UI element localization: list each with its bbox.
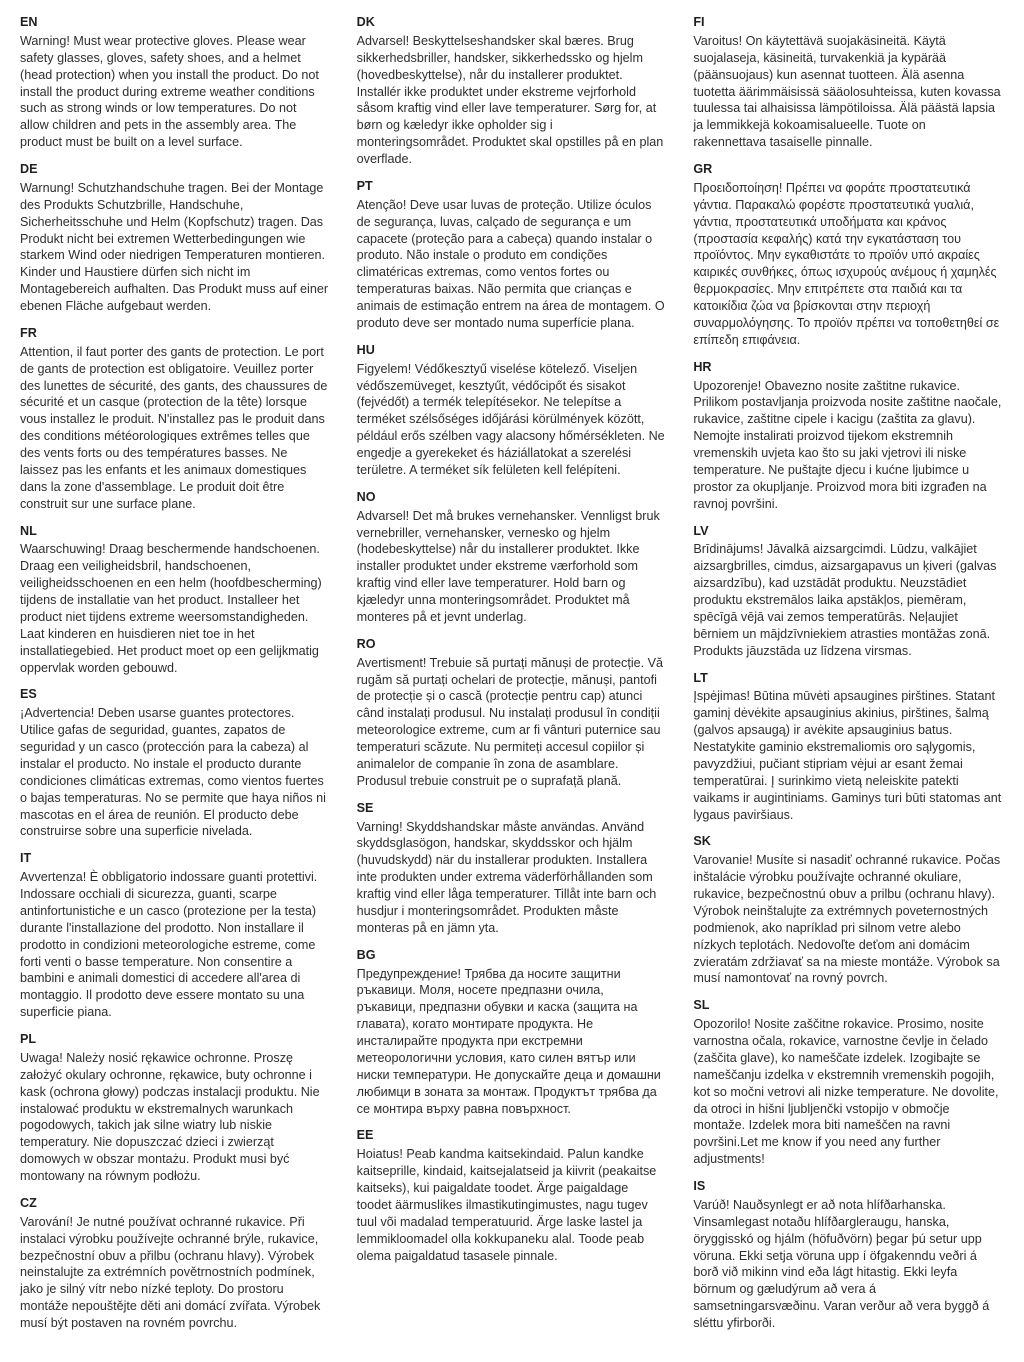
- language-section-dk: [357, 14, 666, 168]
- language-code-is: IS: [693, 1179, 706, 1193]
- language-section-sl: [693, 997, 1002, 1168]
- language-code-pl: PL: [20, 1032, 37, 1046]
- language-code-dk: DK: [356, 15, 375, 29]
- language-section-en: [20, 14, 329, 151]
- warning-text-lt: Įspėjimas! Būtina mūvėti apsaugines pirštines. Statant gaminį dėvėkite apsauginius akinius, pirštines, šalmą (galvos apsaugą) ir avėkite apsauginius batus. Nestatykite gaminio ekstremaliomis oro sąlygomis, pavyzdžiui, pučiant stipriam vėjui ar esant žemai temperatūrai. Į surinkimo vietą neleiskite patekti vaikams ir augintiniams. Gaminys turi būti statomas ant lygaus paviršiaus.: [693, 689, 1002, 822]
- language-section-it: [20, 850, 329, 1021]
- language-section-ro: [357, 636, 666, 790]
- language-section-hu: [357, 342, 666, 479]
- warning-text-hu: Figyelem! Védőkesztyű viselése kötelező. Viseljen védőszemüveget, kesztyűt, védőcipőt és sisakot (fejvédőt) a termék telepítésekor. Ne telepítse a terméket szélsőséges időjárási körülmények között, például erős szélben vagy alacsony hőmérsékleten. Ne engedje a gyerekeket és háziállatokat a szerelési területre. A terméket sík felületen kell felépíteni.: [356, 361, 665, 477]
- language-code-gr: GR: [693, 162, 713, 176]
- warning-text-lv: Brīdinājums! Jāvalkā aizsargcimdi. Lūdzu, valkājiet aizsargbrilles, cimdus, aizsargapavus un ķiveri (galvas aizsardzību), kad uzstādāt produktu. Neuzstādiet produktu ekstremālos laika apstākļos, piemēram, spēcīgā vējā vai zemos temperatūrās. Neļaujiet bērniem un mājdzīvniekiem atrasties montāžas zonā. Produkts jāuzstāda uz līdzena virsmas.: [693, 542, 997, 658]
- language-section-lv: [693, 523, 1002, 660]
- warning-text-en: Warning! Must wear protective gloves. Please wear safety glasses, gloves, safety shoes, and a helmet (head protection) when you install the product. Do not install the product during extreme weather conditions such as strong winds or low temperatures. Do not allow children and pets in the assembly area. The product must be built on a level surface.: [20, 33, 319, 150]
- warning-text-hr: Upozorenje! Obavezno nosite zaštitne rukavice. Prilikom postavljanja proizvoda nosite zaštitne naočale, rukavice, zaštitne cipele i kacigu (zaštita za glavu). Nemojte instalirati proizvod tijekom ekstremnih vremenskih uvjeta kao što su jaki vjetrovi ili niske temperature. Ne puštajte djecu i kućne ljubimce u prostor za okupljanje. Proizvod mora biti izgrađen na ravnoj površini.: [693, 378, 1002, 511]
- column-3: [693, 14, 1002, 1342]
- language-section-pt: [357, 178, 666, 332]
- language-section-bg: [357, 947, 666, 1118]
- language-section-de: [20, 161, 329, 315]
- warning-text-de: Warnung! Schutzhandschuhe tragen. Bei der Montage des Produkts Schutzbrille, Handschuhe, Sicherheitsschuhe und Helm (Kopfschutz) tragen. Das Produkt nicht bei extremen Wetterbedingungen wie starkem Wind oder niedrigen Temperaturen montieren. Kinder und Haustiere dürfen sich nicht im Montagebereich aufhalten. Das Produkt muss auf einer ebenen Fläche aufgebaut werden.: [20, 180, 329, 313]
- language-code-hu: HU: [356, 342, 375, 357]
- language-section-is: [693, 1178, 1002, 1332]
- language-section-no: [357, 489, 666, 626]
- warning-text-cz: Varování! Je nutné používat ochranné rukavice. Při instalaci výrobku používejte ochranné brýle, rukavice, bezpečnostní obuv a přilbu (ochranu hlavy). Výrobek neinstalujte za extrémních povětrnostních podmínek, jako je silný vítr nebo nízké teploty. Do prostoru montáže nepouštějte děti ani domácí zvířata. Výrobek musí být postaven na rovném povrchu.: [20, 1214, 321, 1330]
- column-1: [20, 14, 329, 1342]
- warning-text-fi: Varoitus! On käytettävä suojakäsineitä. Käytä suojalaseja, käsineitä, turvakenkiä ja kypärää (päänsuojaus) kun asennat tuotteen. Älä asenna tuotetta äärimmäisissä sääolosuhteissa, kuten kovassa tuulessa tai alhaisissa lämpötiloissa. Älä päästä lapsia ja lemmikkejä kokoamisalueelle. Tuote on rakennettava tasaiselle pinnalle.: [693, 33, 1001, 150]
- language-code-sl: SL: [693, 998, 710, 1013]
- language-code-ro: RO: [356, 636, 376, 651]
- warning-text-ee: Hoiatus! Peab kandma kaitsekindaid. Palun kandke kaitseprille, kindaid, kaitsejalatseid ja kiivrit (peakaitse kaitseks), kui paigaldate toodet. Ärge paigaldage toodet äärmuslikes ilmastikutingimustes, nagu tugev tuul või madalad temperatuurid. Ärge laske lastel ja lemmikloomadel olla kokkupaneku alal. Toode peab olema paigaldatud tasasele pinnale.: [356, 1147, 657, 1263]
- language-code-hr: HR: [693, 359, 712, 374]
- language-code-pt: PT: [356, 178, 373, 193]
- language-code-es: ES: [20, 687, 37, 702]
- language-code-bg: BG: [356, 947, 376, 962]
- language-code-no: NO: [356, 489, 376, 504]
- language-code-it: IT: [20, 851, 32, 866]
- warning-text-es: ¡Advertencia! Deben usarse guantes protectores. Utilice gafas de seguridad, guantes, zapatos de seguridad y un casco (protección para la cabeza) al instalar el producto. No instale el producto durante condiciones climáticas extremas, como vientos fuertes o bajas temperaturas. No se permite que haya niños ni mascotas en el área de reunión. El producto debe construirse sobre una superficie nivelada.: [20, 706, 326, 839]
- language-code-fi: FI: [693, 15, 705, 29]
- language-code-nl: NL: [20, 523, 37, 538]
- warning-text-pt: Atenção! Deve usar luvas de proteção. Utilize óculos de segurança, luvas, calçado de segurança e um capacete (proteção para a cabeça) quando instalar o produto. Não instale o produto em condições climatéricas extremas, como ventos fortes ou temperaturas baixas. Não permita que crianças e animais de estimação entrem na área de montagem. O produto deve ser montado numa superfície plana.: [356, 197, 665, 330]
- language-section-ee: [357, 1127, 666, 1264]
- language-code-cz: CZ: [20, 1195, 37, 1210]
- column-2: [357, 14, 666, 1342]
- warning-text-gr: Προειδοποίηση! Πρέπει να φοράτε προστατευτικά γάντια. Παρακαλώ φορέστε προστατευτικά γυαλιά, γάντια, προστατευτικά υποδήματα και κράνος (προστασία κεφαλής) κατά την εγκατάσταση του προϊόντος. Μην εγκαθιστάτε το προϊόν υπό ακραίες καιρικές συνθήκες, όπως ισχυρούς ανέμους ή χαμηλές θερμοκρασίες. Μην επιτρέπετε στα παιδιά και τα κατοικίδια ζώα να βρίσκονται στην περιοχή συναρμολόγησης. Το προϊόν πρέπει να τοποθετηθεί σε επίπεδη επιφάνεια.: [693, 180, 1000, 347]
- language-code-lt: LT: [693, 670, 708, 685]
- warning-text-bg: Предупреждение! Трябва да носите защитни ръкавици. Моля, носете предпазни очила, ръкавици, предпазни обувки и каска (защита на главата), когато монтирате продукта. Не инсталирайте продукта при екстремни метеорологични условия, като силен вятър или ниски температури. Не допускайте деца и домашни любимци в зоната за монтаж. Продуктът трябва да се монтира върху равна повърхност.: [356, 966, 661, 1116]
- warning-text-nl: Waarschuwing! Draag beschermende handschoenen. Draag een veiligheidsbril, handschoenen, veiligheidsschoenen en een helm (hoofdbescherming) tijdens de installatie van het product. Installeer het product niet tijdens extreme weersomstandigheden. Laat kinderen en huisdieren niet toe in het installatiegebied. Het product moet op een gelijkmatig oppervlak worden gebouwd.: [20, 542, 322, 675]
- warning-text-se: Varning! Skyddshandskar måste användas. Använd skyddsglasögon, handskar, skyddsskor och hjälm (huvudskydd) när du installerar produkten. Installera inte produkten under extrema väderförhållanden som kraftig vind eller låga temperaturer. Tillåt inte barn och husdjur i monteringsområdet. Produkten måste monteras på en jämn yta.: [356, 819, 657, 935]
- language-section-se: [357, 800, 666, 937]
- warning-text-it: Avvertenza! È obbligatorio indossare guanti protettivi. Indossare occhiali di sicurezza, guanti, scarpe antinfortunistiche e un casco (protezione per la testa) durante l'installazione del prodotto. Non installare il prodotto in condizioni meteorologiche estreme, come forti venti o basse temperature. Non consentire a bambini e animali domestici di accedere all'area di montaggio. Il prodotto deve essere montato su una superficie piana.: [20, 870, 318, 1020]
- language-section-lt: [693, 670, 1002, 824]
- warning-text-fr: Attention, il faut porter des gants de protection. Le port de gants de protection est obligatoire. Veuillez porter des lunettes de sécurité, des gants, des chaussures de sécurité et un casque (protection de la tête) lorsque vous installez le produit. N'installez pas le produit dans des conditions météorologiques extrêmes telles que des vents forts ou des températures basses. Ne laissez pas les enfants et les animaux domestiques dans la zone d'assemblage. Le produit doit être construit sur une surface plane.: [20, 344, 328, 511]
- language-section-fr: [20, 325, 329, 513]
- warning-text-sl: Opozorilo! Nosite zaščitne rokavice. Prosimo, nosite varnostna očala, rokavice, varnostne čevlje in čelado (zaščita glave), ko nameščate izdelek. Izogibajte se nameščanju izdelka v ekstremnih vremenskih pogojih, kot so močni vetrovi ali nizke temperature. Ne dovolite, da otroci in hišni ljubljenčki vstopijo v območje montaže. Izdelek mora biti nameščen na ravni površini.Let me know if you need any further adjustments!: [693, 1017, 999, 1167]
- language-code-lv: LV: [693, 523, 709, 538]
- warning-text-dk: Advarsel! Beskyttelseshandsker skal bæres. Brug sikkerhedsbriller, handsker, sikkerhedssko og hjelm (hovedbeskyttelse), når du installerer produktet. Installér ikke produktet under ekstreme vejrforhold såsom kraftig vind eller lave temperaturer. Sørg for, at børn og kæledyr ikke opholder sig i monteringsområdet. Produktet skal opstilles på en plan overflade.: [356, 33, 664, 166]
- language-section-nl: [20, 523, 329, 677]
- warning-text-ro: Avertisment! Trebuie să purtați mănuși de protecție. Vă rugăm să purtați ochelari de protecție, mănuși, pantofi de protecție și o cască (protecție pentru cap) atunci când instalați produsul. Nu instalați produsul în condiții meteorologice extreme, cum ar fi vânturi puternice sau temperaturi scăzute. Nu permiteți accesul copiilor și animalelor de companie în zona de asamblare. Produsul trebuie construit pe o suprafață plană.: [356, 655, 664, 788]
- language-section-es: [20, 686, 329, 840]
- warning-text-no: Advarsel! Det må brukes vernehansker. Vennligst bruk vernebriller, vernehansker, vernesko og hjelm (hodebeskyttelse) når du installerer produktet. Ikke installer produktet under ekstreme værforhold som kraftig vind eller lave temperaturer. Hold barn og kjæledyr unna monteringsområdet. Produktet må monteres på et jevnt underlag.: [356, 508, 660, 624]
- language-section-cz: [20, 1195, 329, 1332]
- language-code-sk: SK: [693, 834, 711, 849]
- language-section-sk: [693, 833, 1002, 987]
- warning-text-pl: Uwaga! Należy nosić rękawice ochronne. Proszę założyć okulary ochronne, rękawice, buty ochronne i kask (ochrona głowy) podczas instalacji produktu. Nie instalować produktu w ekstremalnych warunkach pogodowych, takich jak silne wiatry lub niskie temperatury. Nie dopuszczać dzieci i zwierząt domowych w obszar montażu. Produkt musi być montowany na równym podłożu.: [20, 1050, 320, 1183]
- warning-text-is: Varúð! Nauðsynlegt er að nota hlífðarhanska. Vinsamlegast notaðu hlífðargleraugu, hanska, öryggisskó og hjálm (höfuðvörn) þegar þú setur upp vöruna. Ekki setja vöruna upp í öfgakenndu veðri á borð við mikinn vind eða lágt hitastig. Ekki leyfa börnum og gæludýrum að vera á samsetningarsvæðinu. Varan verður að vera byggð á sléttu yfirborði.: [693, 1197, 990, 1330]
- language-section-gr: [693, 161, 1002, 349]
- language-code-se: SE: [356, 800, 374, 815]
- warning-text-sk: Varovanie! Musíte si nasadiť ochranné rukavice. Počas inštalácie výrobku používajte ochranné okuliare, rukavice, bezpečnostnú obuv a prilbu (ochranu hlavy). Výrobok neinštalujte za extrémnych poveternostných podmienok, ako napríklad pri silnom vetre alebo nízkych teplotách. Nedovoľte deťom ani domácim zvieratám zdržiavať sa na mieste montáže. Výrobok sa musí namontovať na rovný povrch.: [693, 853, 1001, 986]
- language-section-fi: [693, 14, 1002, 151]
- language-code-ee: EE: [356, 1128, 374, 1143]
- language-section-pl: [20, 1031, 329, 1185]
- language-section-hr: [693, 359, 1002, 513]
- language-code-fr: FR: [20, 325, 37, 340]
- language-code-de: DE: [20, 162, 38, 176]
- language-code-en: EN: [20, 15, 38, 29]
